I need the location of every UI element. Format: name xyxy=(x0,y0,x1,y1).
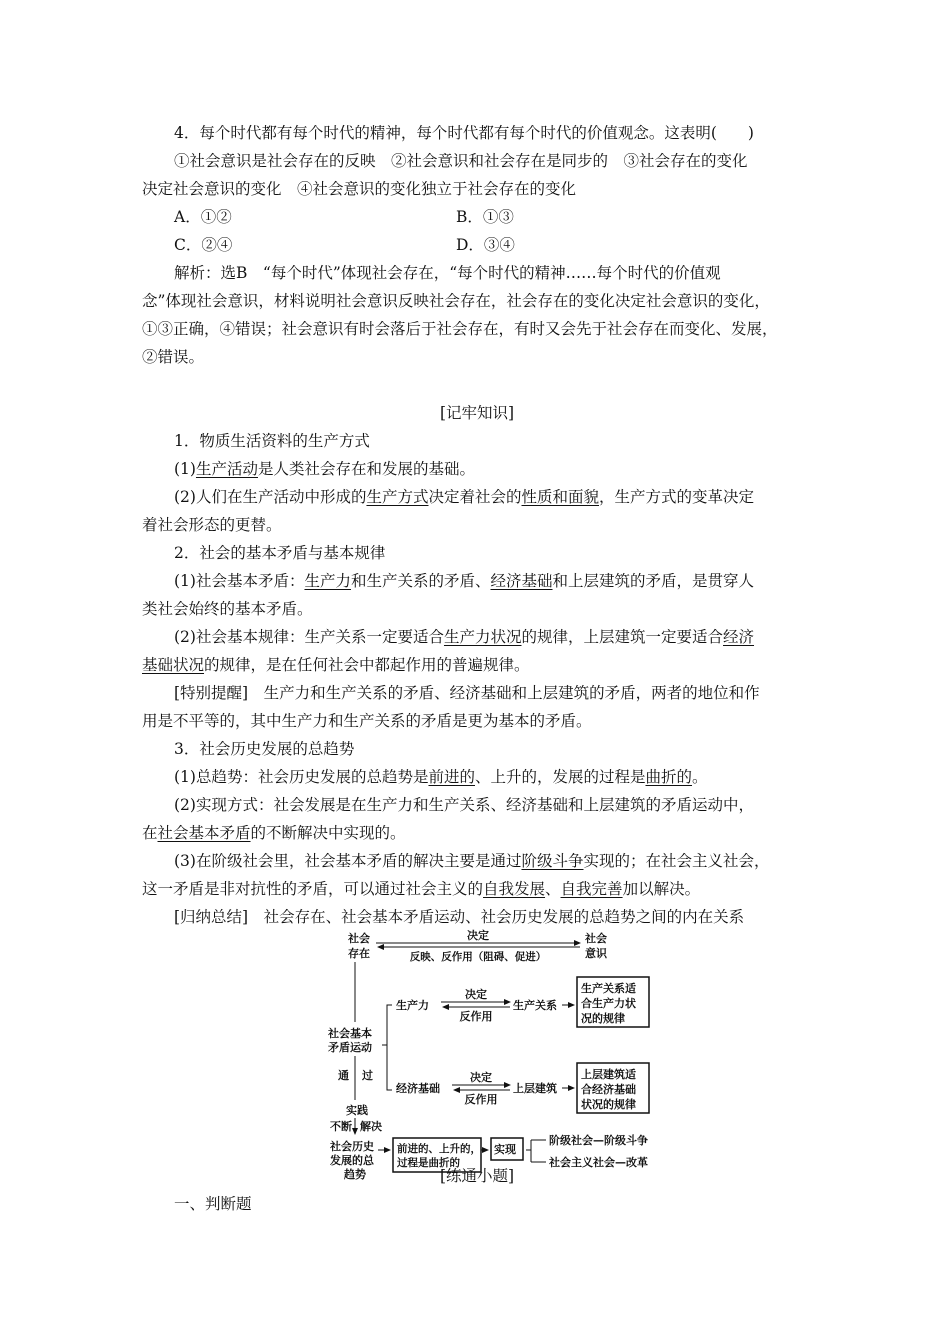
knowledge-point-2-1: (1)社会基本矛盾：生产力和生产关系的矛盾、经济基础和上层建筑的矛盾，是贯穿人 xyxy=(174,572,755,590)
label-lszq-3: 趋势 xyxy=(344,1168,366,1181)
box1-line2: 合生产力状 xyxy=(581,997,636,1010)
label-tong: 通 xyxy=(338,1069,349,1082)
knowledge-point-3-3-cont: 这一矛盾是非对抗性的矛盾，可以通过社会主义的自我发展、自我完善加以解决。 xyxy=(142,880,701,898)
option-c: C．②④ xyxy=(174,236,233,254)
box2-line1: 上层建筑适 xyxy=(581,1068,636,1081)
label-lszq-2: 发展的总 xyxy=(330,1154,374,1167)
analysis-line4: ②错误。 xyxy=(142,348,205,366)
analysis-line3: ①③正确，④错误；社会意识有时会落后于社会存在，有时又会先于社会存在而变化、发展， xyxy=(142,320,778,338)
section-heading-practice: [练通小题] xyxy=(439,1167,515,1185)
knowledge-point-3-2-cont: 在社会基本矛盾的不断解决中实现的。 xyxy=(142,824,406,842)
knowledge-point-1-1: (1)生产活动是人类社会存在和发展的基础。 xyxy=(174,460,475,478)
label-jieji: 阶级社会—阶级斗争 xyxy=(549,1134,648,1147)
special-tip-line2: 用是不平等的，其中生产力和生产关系的矛盾是更为基本的矛盾。 xyxy=(142,712,592,730)
knowledge-point-2-2-cont: 基础状况的规律，是在任何社会中都起作用的普遍规律。 xyxy=(142,656,530,674)
label-jingjijichu: 经济基础 xyxy=(396,1082,440,1095)
option-a: A．①② xyxy=(174,208,232,226)
box1-line3: 况的规律 xyxy=(581,1012,625,1025)
label-jbmd-1: 社会基本 xyxy=(328,1027,372,1040)
knowledge-point-1-2: (2)人们在生产活动中形成的生产方式决定着社会的性质和面貌，生产方式的变革决定 xyxy=(174,488,755,506)
label-jiejue: 解决 xyxy=(360,1120,382,1133)
knowledge-point-3-3: (3)在阶级社会里，社会基本矛盾的解决主要是通过阶级斗争实现的；在社会主义社会， xyxy=(174,852,770,870)
special-tip-line1: [特别提醒] 生产力和生产关系的矛盾、经济基础和上层建筑的矛盾，两者的地位和作 xyxy=(174,684,760,702)
label-shixian: 实现 xyxy=(494,1143,516,1156)
label-jueding-top: 决定 xyxy=(467,929,489,942)
label-fanzuoyong-row1: 反作用 xyxy=(459,1010,493,1023)
label-shengchanguanxi: 生产关系 xyxy=(513,999,557,1012)
label-she-hui-left: 社会 xyxy=(348,932,370,945)
analysis-line2: 念”体现社会意识，材料说明社会意识反映社会存在，社会存在的变化决定社会意识的变化， xyxy=(142,292,770,310)
option-b: B．①③ xyxy=(456,208,514,226)
option-d: D．③④ xyxy=(456,236,515,254)
label-she-hui-right: 社会 xyxy=(585,932,607,945)
section-heading-knowledge: [记牢知识] xyxy=(439,404,515,422)
label-buduan: 不断 xyxy=(330,1120,352,1133)
knowledge-heading-3: 3．社会历史发展的总趋势 xyxy=(174,740,355,758)
knowledge-point-2-1-cont: 类社会始终的基本矛盾。 xyxy=(142,600,313,618)
box3-line2: 过程是曲折的 xyxy=(397,1157,460,1169)
label-yi-shi: 意识 xyxy=(585,947,607,960)
knowledge-point-1-2-cont: 着社会形态的更替。 xyxy=(142,516,282,534)
label-shzy: 社会主义社会—改革 xyxy=(549,1156,648,1169)
bracket-middle xyxy=(387,1005,392,1090)
label-cun-zai: 存在 xyxy=(348,947,370,960)
label-jbmd-2: 矛盾运动 xyxy=(328,1041,372,1054)
label-lszq-1: 社会历史 xyxy=(330,1140,374,1153)
label-jueding-row2: 决定 xyxy=(470,1071,492,1084)
label-shengchanli: 生产力 xyxy=(396,999,429,1012)
analysis-line1: 解析：选B “每个时代”体现社会存在，“每个时代的精神……每个时代的价值观 xyxy=(174,264,721,282)
practice-section-1: 一、判断题 xyxy=(174,1195,252,1213)
label-fanzuoyong-row2: 反作用 xyxy=(464,1093,498,1106)
label-jueding-row1: 决定 xyxy=(465,988,487,1001)
label-shangcengjianzhu: 上层建筑 xyxy=(513,1082,557,1095)
question-stem: 4．每个时代都有每个时代的精神，每个时代都有每个时代的价值观念。这表明( ) xyxy=(174,124,754,142)
summary-heading: [归纳总结] 社会存在、社会基本矛盾运动、社会历史发展的总趋势之间的内在关系 xyxy=(174,908,745,926)
knowledge-point-2-2: (2)社会基本规律：生产关系一定要适合生产力状况的规律，上层建筑一定要适合经济 xyxy=(174,628,755,646)
box2-line2: 合经济基础 xyxy=(581,1083,636,1096)
label-shijian: 实践 xyxy=(346,1104,368,1117)
box1-line1: 生产关系适 xyxy=(581,982,636,995)
knowledge-point-3-1: (1)总趋势：社会历史发展的总趋势是前进的、上升的，发展的过程是曲折的。 xyxy=(174,768,708,786)
knowledge-heading-2: 2．社会的基本矛盾与基本规律 xyxy=(174,544,386,562)
question-statements-line1: ①社会意识是社会存在的反映 ②社会意识和社会存在是同步的 ③社会存在的变化 xyxy=(174,152,748,170)
box3-line1: 前进的、上升的， xyxy=(397,1143,481,1155)
label-guo: 过 xyxy=(362,1069,373,1082)
box2-line3: 状况的规律 xyxy=(581,1098,636,1111)
label-fanying: 反映、反作用（阻碍、促进） xyxy=(409,951,547,963)
knowledge-heading-1: 1．物质生活资料的生产方式 xyxy=(174,432,370,450)
knowledge-point-3-2: (2)实现方式：社会发展是在生产力和生产关系、经济基础和上层建筑的矛盾运动中， xyxy=(174,796,754,814)
bracket-bottom xyxy=(526,1140,546,1162)
question-statements-line2: 决定社会意识的变化 ④社会意识的变化独立于社会存在的变化 xyxy=(142,180,577,198)
